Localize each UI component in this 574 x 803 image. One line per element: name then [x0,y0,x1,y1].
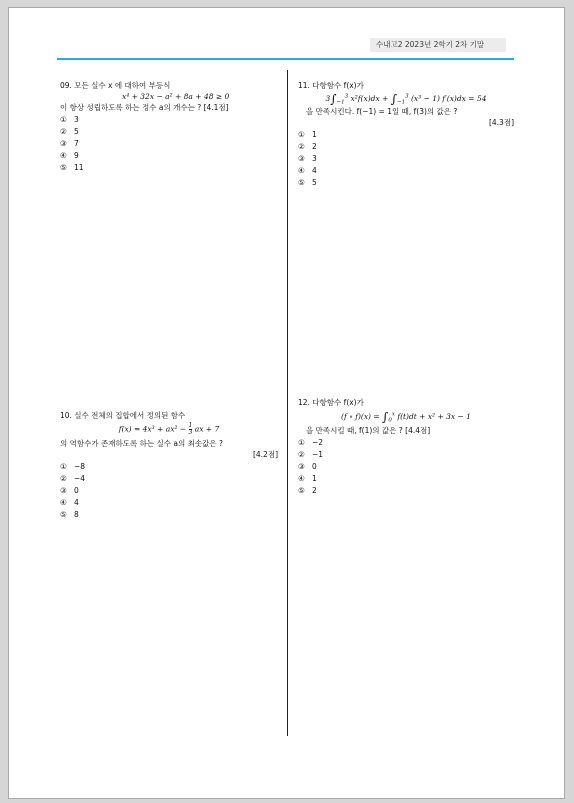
option-1[interactable]: ① 1 [298,130,317,139]
option-2[interactable]: ② −4 [60,474,86,483]
option-2[interactable]: ② −1 [298,450,324,459]
option-4[interactable]: ④ 9 [60,151,79,160]
question-10 [60,410,278,521]
question-12-tail: 을 만족시킬 때, f(1)의 값은 ? [4.4점] [306,426,431,435]
option-4[interactable]: ④ 4 [60,498,79,507]
option-3[interactable]: ③ 7 [60,139,79,148]
option-5[interactable]: ⑤ 11 [60,163,84,172]
option-5[interactable]: ⑤ 5 [298,178,317,187]
question-12 [298,397,514,497]
question-09 [60,80,280,174]
question-09-formula: x⁴ + 32x − a² + 8a + 48 ≥ 0 [122,92,230,101]
option-2[interactable]: ② 2 [298,142,317,151]
exam-title: 수내고2 2023년 2학기 2차 기말 [370,38,506,52]
option-3[interactable]: ③ 0 [298,462,317,471]
question-11-points: [4.3점] [488,118,514,127]
question-12-formula: (f ∘ $f)(x) = \int_0^x$ f(t)dt + x² + 3x − 1 [341,410,471,424]
question-12-stem: 12. 다항함수 f(x)가 [298,398,364,407]
option-5[interactable]: ⑤ 2 [298,486,317,495]
integral-sign: ∫ [330,92,337,106]
option-1[interactable]: ① −8 [60,462,86,471]
header-rule [57,58,514,60]
question-11-stem: 11. 다항함수 f(x)가 [298,81,364,90]
option-2[interactable]: ② 5 [60,127,79,136]
question-10-tail: 의 역함수가 존재하도록 하는 실수 a의 최솟값은 ? [60,439,223,448]
integral-sign: ∫ [382,410,389,424]
question-11 [298,80,514,189]
option-4[interactable]: ④ 1 [298,474,317,483]
option-5[interactable]: ⑤ 8 [60,510,79,519]
option-3[interactable]: ③ 3 [298,154,317,163]
question-10-options [60,461,278,521]
option-1[interactable]: ① 3 [60,115,79,124]
question-10-stem: 10. 실수 전체의 집합에서 정의된 함수 [60,411,186,420]
option-3[interactable]: ③ 0 [60,486,79,495]
question-12-options [298,437,514,497]
integral-sign: ∫ [390,92,397,106]
question-11-formula: $3\int_{-1}^3$ $x^2f(x)dx + \int_{-1}^3$ (x³ − 1) f′(x)dx = 54 [325,92,487,106]
option-1[interactable]: ① −2 [298,438,324,447]
question-10-points: [4.2점] [252,450,278,459]
column-divider [287,70,288,736]
fraction: $\frac{1}{3}$ [188,422,193,436]
question-10-formula: f(x) = 4x³ + ax² − $\frac{1}{3}$ ax + 7 [118,422,220,436]
question-09-tail: 이 항상 성립하도록 하는 정수 a의 개수는 ? [4.1점] [60,103,229,112]
question-09-options [60,114,280,174]
question-09-stem: 09. 모든 실수 x 에 대하여 부등식 [60,81,171,90]
question-11-tail: 을 만족시킨다. f(−1) = 1일 때, f(3)의 값은 ? [306,107,458,116]
option-4[interactable]: ④ 4 [298,166,317,175]
question-11-options [298,129,514,189]
